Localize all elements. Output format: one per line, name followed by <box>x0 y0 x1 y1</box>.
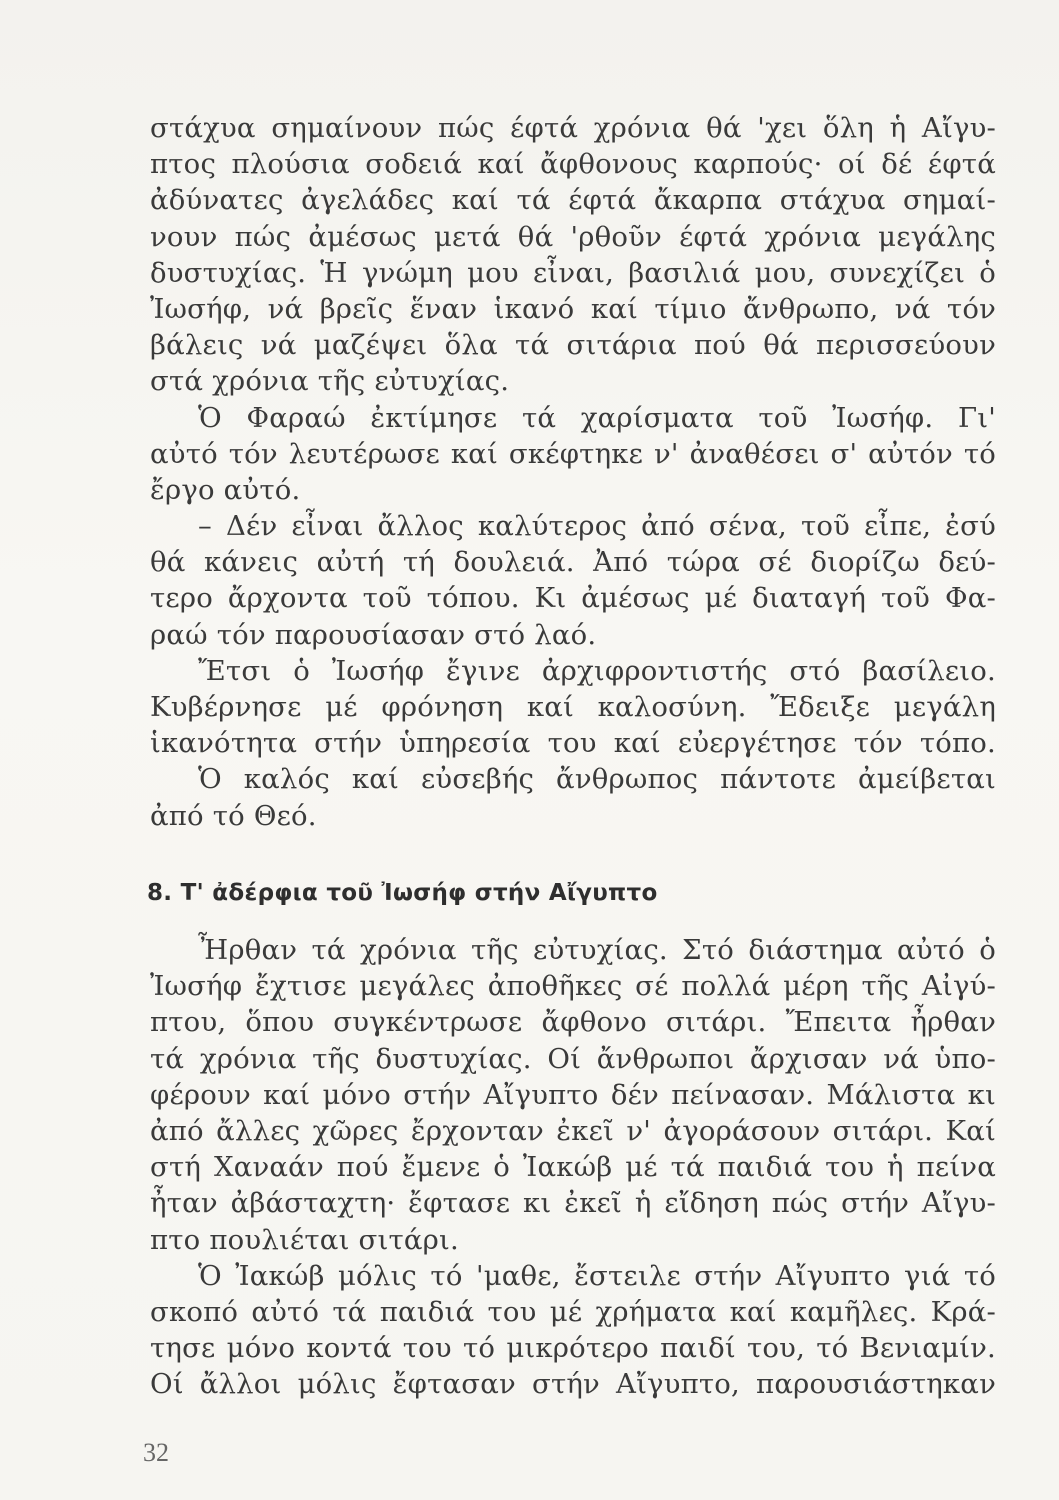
text-line: Οί ἄλλοι μόλις ἔφτασαν στήν Αἴγυπτο, παρουσιάστηκαν <box>150 1368 996 1401</box>
text-line: ραώ τόν παρουσίασαν στό λαό. <box>150 618 597 651</box>
section-heading: 8. Τ' ἀδέρφια τοῦ Ἰωσήφ στήν Αἴγυπτο <box>147 880 658 906</box>
text-line: Ἰωσήφ, νά βρεῖς ἕναν ἱκανό καί τίμιο ἄνθρωπο, νά τόν <box>150 292 996 325</box>
section-1-text <box>150 110 996 834</box>
text-line: τησε μόνο κοντά του τό μικρότερο παιδί του, τό Βενιαμίν. <box>150 1332 996 1365</box>
text-line: Ἦρθαν τά χρόνια τῆς εὐτυχίας. Στό διάστημα αὐτό ὁ <box>198 934 996 966</box>
text-line: στά χρόνια τῆς εὐτυχίας. <box>150 365 510 398</box>
text-line: σκοπό αὐτό τά παιδιά του μέ χρήματα καί καμῆλες. Κρά- <box>150 1295 996 1328</box>
text-line: στάχυα σημαίνουν πώς έφτά χρόνια θά 'χει ὅλη ἡ Αἴγυ- <box>150 112 996 144</box>
text-line: Ὁ Φαραώ ἐκτίμησε τά χαρίσματα τοῦ Ἰωσήφ. Γι' <box>198 401 996 434</box>
text-line: νουν πώς ἀμέσως μετά θά 'ρθοῦν έφτά χρόνια μεγάλης <box>150 220 996 253</box>
text-line: αὐτό τόν λευτέρωσε καί σκέφτηκε ν' ἀναθέσει σ' αὐτόν τό <box>150 437 996 470</box>
text-line: Ἰωσήφ ἔχτισε μεγάλες ἀποθῆκες σέ πολλά μέρη τῆς Αἰγύ- <box>150 970 996 1003</box>
text-line: φέρουν καί μόνο στήν Αἴγυπτο δέν πείνασαν. Μάλιστα κι <box>150 1078 996 1111</box>
text-line: τά χρόνια τῆς δυστυχίας. Οί ἄνθρωποι ἄρχισαν νά ὑπο- <box>150 1042 996 1075</box>
text-line: Ἔτσι ὁ Ἰωσήφ ἔγινε ἀρχιφροντιστής στό βασίλειο. <box>198 654 996 687</box>
text-line: στή Χαναάν πού ἔμενε ὁ Ἰακώβ μέ τά παιδιά του ἡ πείνα <box>150 1151 996 1184</box>
text-line: Ὁ καλός καί εὐσεβής ἄνθρωπος πάντοτε ἀμείβεται <box>198 763 996 796</box>
page-number: 32 <box>143 1438 169 1467</box>
text-line: ἱκανότητα στήν ὑπηρεσία του καί εὐεργέτησε τόν τόπο. <box>150 727 996 760</box>
section-2-text <box>150 932 996 1402</box>
text-line: θά κάνεις αὐτή τή δουλειά. Ἀπό τώρα σέ διορίζω δεύ- <box>150 546 996 579</box>
text-line: πτο πουλιέται σιτάρι. <box>150 1223 459 1256</box>
text-line: πτου, ὅπου συγκέντρωσε ἄφθονο σιτάρι. Ἔπειτα ἦρθαν <box>150 1006 996 1039</box>
text-line: ἀπό ἄλλες χῶρες ἔρχονταν ἐκεῖ ν' ἀγοράσουν σιτάρι. Καί <box>150 1114 996 1147</box>
text-line: δυστυχίας. Ἡ γνώμη μου εἶναι, βασιλιά μου, συνεχίζει ὁ <box>150 256 996 289</box>
text-line: Ὁ Ἰακώβ μόλις τό 'μαθε, ἔστειλε στήν Αἴγυπτο γιά τό <box>198 1259 996 1292</box>
text-line: ἀπό τό Θεό. <box>150 799 317 832</box>
text-line: – Δέν εἶναι ἄλλος καλύτερος ἀπό σένα, τοῦ εἶπε, ἐσύ <box>198 510 996 543</box>
text-line: ἀδύνατες ἀγελάδες καί τά έφτά ἄκαρπα στάχυα σημαί- <box>150 184 996 217</box>
text-line: βάλεις νά μαζέψει ὅλα τά σιτάρια πού θά περισσεύουν <box>150 329 996 362</box>
text-line: Κυβέρνησε μέ φρόνηση καί καλοσύνη. Ἔδειξε μεγάλη <box>150 691 996 723</box>
text-line: πτος πλούσια σοδειά καί ἄφθονους καρπούς· οί δέ έφτά <box>150 148 996 181</box>
text-line: ἔργο αὐτό. <box>150 473 301 506</box>
text-line: τερο ἄρχοντα τοῦ τόπου. Κι ἀμέσως μέ διαταγή τοῦ Φα- <box>150 582 996 615</box>
text-line: ἦταν ἀβάσταχτη· ἔφτασε κι ἐκεῖ ἡ εἴδηση πώς στήν Αἴγυ- <box>150 1187 996 1220</box>
